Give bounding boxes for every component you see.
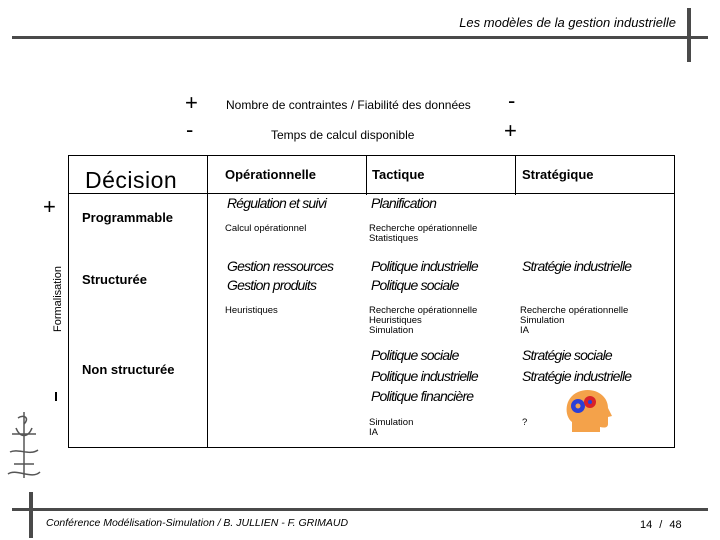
header-rule <box>12 36 708 39</box>
column-header-tactique: Tactique <box>372 167 425 182</box>
model-gestion-ressources: Gestion ressources <box>227 258 334 274</box>
constraints-right-sign: - <box>508 88 516 113</box>
model-politique-sociale: Politique sociale <box>371 347 459 363</box>
method-simulation: Simulation <box>369 417 414 428</box>
table-border-left <box>68 155 69 448</box>
row-label-non-structuree: Non structurée <box>82 362 175 377</box>
header-vertical-bar <box>687 8 691 62</box>
model-planification: Planification <box>371 195 437 211</box>
constraints-label: Nombre de contraintes / Fiabilité des données <box>226 98 471 112</box>
method-recherche-operationnelle: Recherche opérationnelle <box>369 305 478 316</box>
model-regulation-suivi: Régulation et suivi <box>227 195 327 211</box>
model-gestion-produits: Gestion produits <box>227 277 317 293</box>
method-statistiques: Statistiques <box>369 233 419 244</box>
column-separator-3 <box>515 155 516 195</box>
model-politique-sociale: Politique sociale <box>371 277 459 293</box>
method-simulation: Simulation <box>369 325 414 336</box>
constraints-left-sign: + <box>185 90 198 115</box>
time-right-sign: + <box>504 118 517 143</box>
formalisation-axis-label: Formalisation <box>52 265 64 332</box>
axis-top-sign: + <box>43 194 56 219</box>
model-strategie-industrielle: Stratégie industrielle <box>522 258 632 274</box>
model-politique-industrielle: Politique industrielle <box>371 258 478 274</box>
column-header-strategique: Stratégique <box>522 167 594 182</box>
stylized-logo-icon <box>4 408 44 484</box>
model-politique-industrielle: Politique industrielle <box>371 368 478 384</box>
axis-bottom-sign <box>55 392 57 401</box>
column-header-operationnelle: Opérationnelle <box>225 167 317 182</box>
table-border-bottom <box>68 447 675 448</box>
head-with-gears-icon <box>562 386 614 438</box>
method-unknown: ? <box>522 417 528 428</box>
table-border-top <box>68 155 675 156</box>
footer-rule <box>12 508 708 511</box>
method-recherche-operationnelle: Recherche opérationnelle <box>520 305 629 316</box>
method-calcul-operationnel: Calcul opérationnel <box>225 223 307 234</box>
method-ia: IA <box>520 325 529 336</box>
method-ia: IA <box>369 427 378 438</box>
page-title: Les modèles de la gestion industrielle <box>459 15 676 30</box>
time-left-sign: - <box>186 117 194 142</box>
method-recherche-operationnelle: Recherche opérationnelle <box>369 223 478 234</box>
model-strategie-sociale: Stratégie sociale <box>522 347 612 363</box>
method-heuristiques: Heuristiques <box>225 305 278 316</box>
column-separator-2 <box>366 155 367 195</box>
row-label-structuree: Structurée <box>82 272 148 287</box>
model-politique-financiere: Politique financière <box>371 388 474 404</box>
page-number: 14 / 48 <box>640 519 682 531</box>
footer-vertical-bar <box>29 492 33 538</box>
table-border-right <box>674 155 675 448</box>
model-strategie-industrielle: Stratégie industrielle <box>522 368 632 384</box>
method-simulation: Simulation <box>520 315 565 326</box>
column-separator-1 <box>207 155 208 448</box>
row-label-programmable: Programmable <box>82 210 174 225</box>
footer-credits: Conférence Modélisation-Simulation / B. JULLIEN - F. GRIMAUD <box>46 517 349 529</box>
decision-corner-label: Décision <box>85 167 178 193</box>
method-heuristiques: Heuristiques <box>369 315 422 326</box>
time-label: Temps de calcul disponible <box>271 128 415 142</box>
